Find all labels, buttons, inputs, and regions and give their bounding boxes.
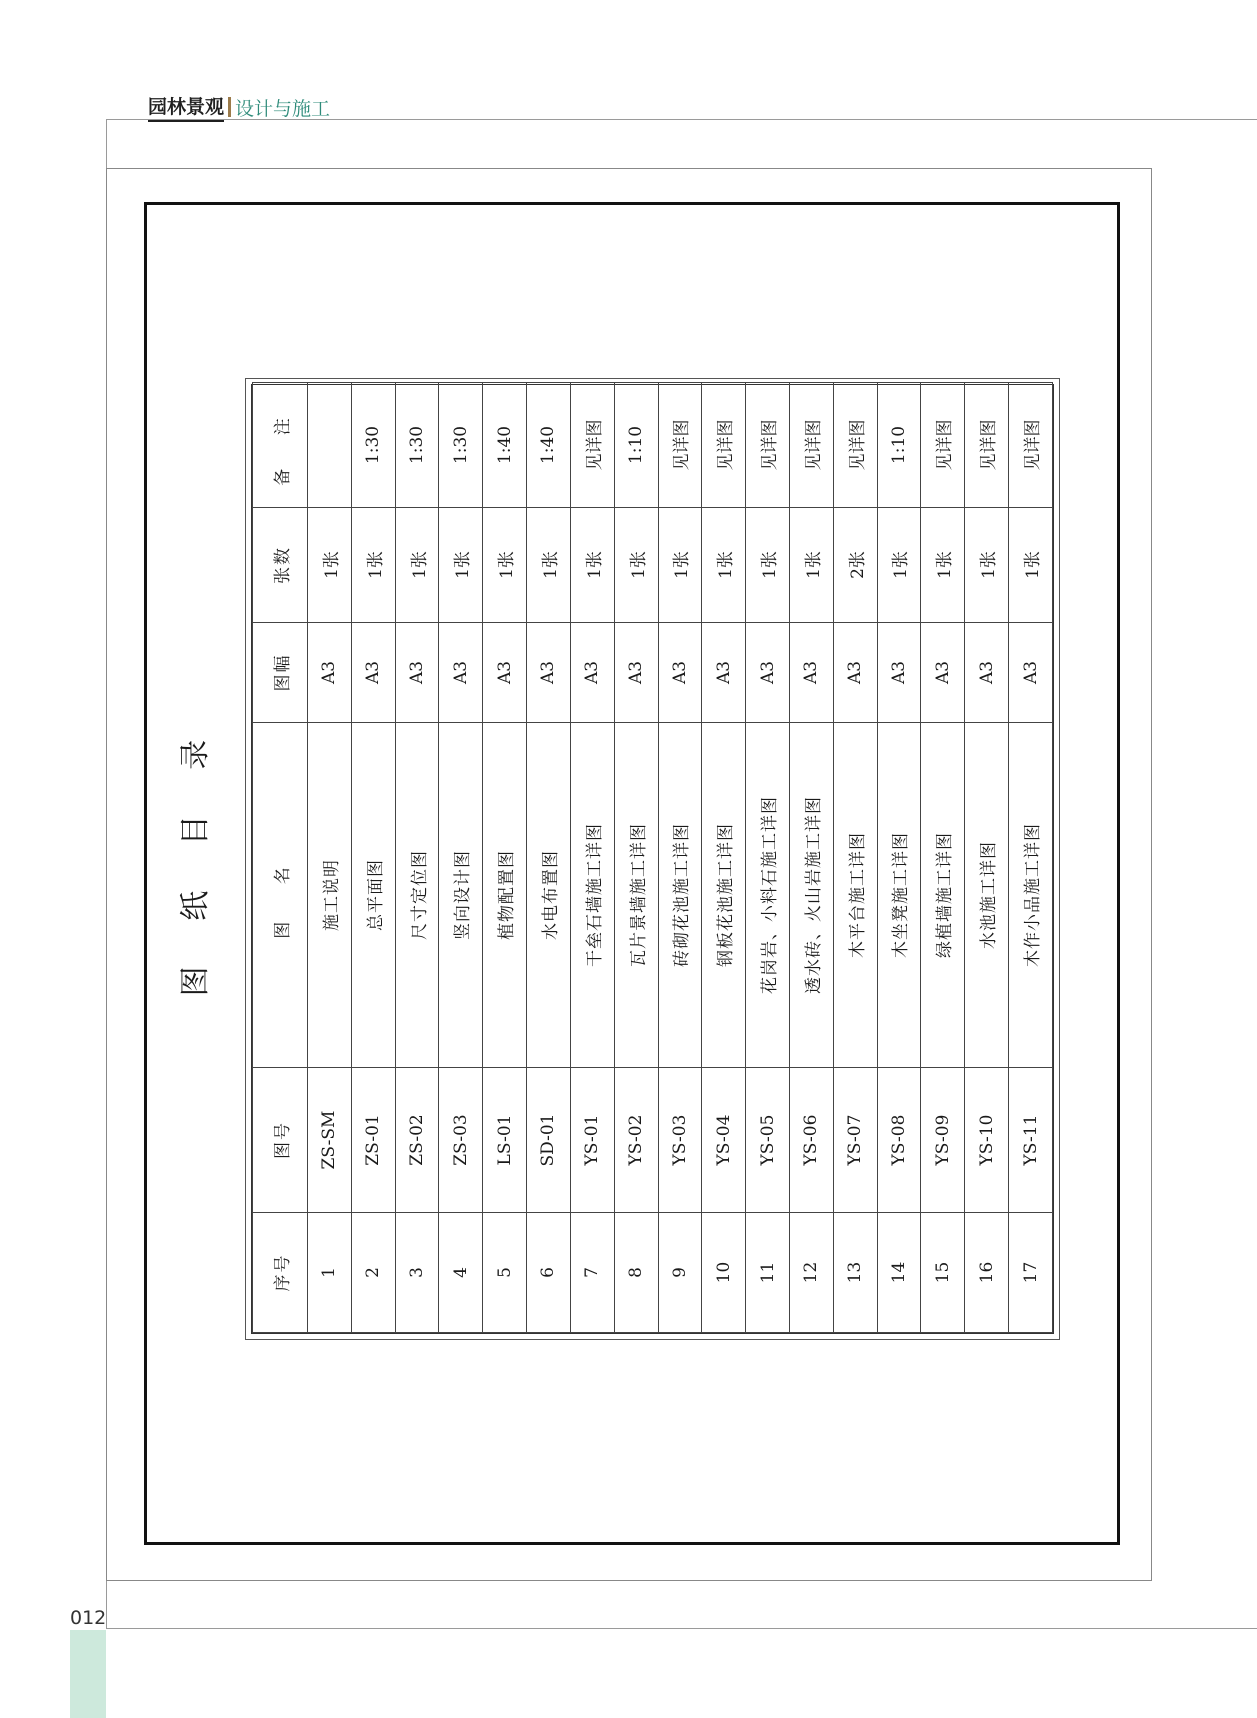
table-row (877, 383, 921, 1333)
section-title: 设计与施工 (235, 97, 331, 120)
cell-remarks: 见详图 (789, 383, 833, 508)
drawing-index-table (252, 382, 1053, 1333)
cell-drawing-no: YS-03 (658, 1068, 702, 1213)
cell-drawing-no: YS-01 (570, 1068, 614, 1213)
cell-seq: 6 (527, 1213, 571, 1333)
cell-drawing-name: 花岗岩、小料石施工详图 (746, 723, 790, 1068)
cell-drawing-name: 施工说明 (308, 723, 352, 1068)
cell-sheet-size: A3 (308, 623, 352, 723)
table-row (965, 383, 1009, 1333)
cell-sheet-count: 1张 (527, 508, 571, 623)
cell-sheet-count: 1张 (395, 508, 439, 623)
cell-sheet-size: A3 (439, 623, 483, 723)
cell-drawing-no: ZS-01 (351, 1068, 395, 1213)
cell-seq: 3 (395, 1213, 439, 1333)
cell-remarks: 1:40 (527, 383, 571, 508)
col-header-drawing-no: 图号 (253, 1068, 308, 1213)
cell-drawing-no: YS-05 (746, 1068, 790, 1213)
cell-sheet-count: 1张 (483, 508, 527, 623)
cell-seq: 10 (702, 1213, 746, 1333)
page-tab (70, 1630, 106, 1718)
col-header-seq: 序号 (253, 1213, 308, 1333)
page-number: 012 (70, 1607, 107, 1629)
cell-drawing-name: 尺寸定位图 (395, 723, 439, 1068)
top-rule (106, 119, 1257, 120)
cell-remarks (308, 383, 352, 508)
cell-drawing-name: 干垒石墙施工详图 (570, 723, 614, 1068)
col-header-drawing-name: 图 名 (253, 723, 308, 1068)
table-row (658, 383, 702, 1333)
table-row (439, 383, 483, 1333)
cell-sheet-size: A3 (965, 623, 1009, 723)
table-row (395, 383, 439, 1333)
cell-remarks: 1:30 (439, 383, 483, 508)
cell-sheet-size: A3 (527, 623, 571, 723)
cell-sheet-count: 1张 (877, 508, 921, 623)
cell-sheet-count: 1张 (308, 508, 352, 623)
cell-drawing-name: 水池施工详图 (965, 723, 1009, 1068)
cell-sheet-size: A3 (658, 623, 702, 723)
col-header-sheet-count: 张数 (253, 508, 308, 623)
cell-drawing-name: 木平台施工详图 (833, 723, 877, 1068)
cell-sheet-size: A3 (746, 623, 790, 723)
table-row (1009, 383, 1053, 1333)
cell-sheet-count: 1张 (702, 508, 746, 623)
cell-sheet-count: 1张 (570, 508, 614, 623)
table-row (702, 383, 746, 1333)
cell-sheet-size: A3 (702, 623, 746, 723)
bottom-rule (106, 1628, 1257, 1629)
cell-seq: 12 (789, 1213, 833, 1333)
drawing-title: 图 纸 目 录 (178, 721, 213, 997)
cell-remarks: 见详图 (833, 383, 877, 508)
cell-remarks: 1:10 (614, 383, 658, 508)
cell-drawing-name: 砖砌花池施工详图 (658, 723, 702, 1068)
cell-sheet-size: A3 (614, 623, 658, 723)
cell-sheet-count: 1张 (921, 508, 965, 623)
cell-drawing-no: ZS-SM (308, 1068, 352, 1213)
cell-drawing-no: YS-11 (1009, 1068, 1053, 1213)
cell-remarks: 1:30 (351, 383, 395, 508)
cell-drawing-name: 水电布置图 (527, 723, 571, 1068)
table-row (789, 383, 833, 1333)
cell-drawing-no: YS-02 (614, 1068, 658, 1213)
cell-seq: 8 (614, 1213, 658, 1333)
cell-sheet-count: 2张 (833, 508, 877, 623)
cell-seq: 13 (833, 1213, 877, 1333)
cell-remarks: 1:30 (395, 383, 439, 508)
col-header-remarks: 备 注 (253, 383, 308, 508)
table-row (570, 383, 614, 1333)
cell-sheet-size: A3 (483, 623, 527, 723)
cell-sheet-count: 1张 (439, 508, 483, 623)
drawing-index-frame (245, 378, 1060, 1340)
table-row (527, 383, 571, 1333)
book-header (148, 92, 330, 122)
cell-remarks: 见详图 (965, 383, 1009, 508)
cell-drawing-name: 总平面图 (351, 723, 395, 1068)
cell-sheet-count: 1张 (965, 508, 1009, 623)
cell-remarks: 1:40 (483, 383, 527, 508)
cell-drawing-no: YS-07 (833, 1068, 877, 1213)
table-row (921, 383, 965, 1333)
cell-drawing-name: 瓦片景墙施工详图 (614, 723, 658, 1068)
table-row (308, 383, 352, 1333)
cell-remarks: 见详图 (570, 383, 614, 508)
cell-remarks: 1:10 (877, 383, 921, 508)
cell-seq: 15 (921, 1213, 965, 1333)
drawing-sheet (170, 378, 1060, 1340)
cell-drawing-no: YS-04 (702, 1068, 746, 1213)
table-row (746, 383, 790, 1333)
cell-seq: 2 (351, 1213, 395, 1333)
cell-sheet-count: 1张 (658, 508, 702, 623)
cell-sheet-size: A3 (395, 623, 439, 723)
cell-seq: 5 (483, 1213, 527, 1333)
cell-seq: 1 (308, 1213, 352, 1333)
cell-sheet-size: A3 (1009, 623, 1053, 723)
cell-sheet-size: A3 (877, 623, 921, 723)
cell-remarks: 见详图 (921, 383, 965, 508)
cell-sheet-size: A3 (921, 623, 965, 723)
cell-sheet-count: 1张 (614, 508, 658, 623)
cell-drawing-no: LS-01 (483, 1068, 527, 1213)
cell-seq: 4 (439, 1213, 483, 1333)
cell-sheet-size: A3 (351, 623, 395, 723)
cell-drawing-name: 木作小品施工详图 (1009, 723, 1053, 1068)
cell-drawing-no: SD-01 (527, 1068, 571, 1213)
cell-sheet-size: A3 (789, 623, 833, 723)
col-header-sheet-size: 图幅 (253, 623, 308, 723)
table-row (833, 383, 877, 1333)
table-row (614, 383, 658, 1333)
header-separator (228, 97, 231, 117)
cell-drawing-no: YS-09 (921, 1068, 965, 1213)
cell-seq: 14 (877, 1213, 921, 1333)
cell-remarks: 见详图 (1009, 383, 1053, 508)
cell-drawing-no: ZS-02 (395, 1068, 439, 1213)
cell-drawing-no: YS-10 (965, 1068, 1009, 1213)
cell-drawing-name: 竖向设计图 (439, 723, 483, 1068)
cell-drawing-name: 钢板花池施工详图 (702, 723, 746, 1068)
cell-sheet-count: 1张 (746, 508, 790, 623)
cell-seq: 9 (658, 1213, 702, 1333)
book-title: 园林景观 (148, 92, 224, 122)
cell-remarks: 见详图 (746, 383, 790, 508)
table-row (483, 383, 527, 1333)
cell-remarks: 见详图 (658, 383, 702, 508)
cell-sheet-size: A3 (833, 623, 877, 723)
cell-seq: 7 (570, 1213, 614, 1333)
table-row (351, 383, 395, 1333)
cell-drawing-no: YS-06 (789, 1068, 833, 1213)
cell-drawing-name: 透水砖、火山岩施工详图 (789, 723, 833, 1068)
cell-seq: 17 (1009, 1213, 1053, 1333)
cell-drawing-name: 木坐凳施工详图 (877, 723, 921, 1068)
cell-drawing-name: 绿植墙施工详图 (921, 723, 965, 1068)
cell-remarks: 见详图 (702, 383, 746, 508)
cell-seq: 16 (965, 1213, 1009, 1333)
cell-sheet-count: 1张 (1009, 508, 1053, 623)
cell-sheet-count: 1张 (789, 508, 833, 623)
cell-drawing-no: ZS-03 (439, 1068, 483, 1213)
cell-seq: 11 (746, 1213, 790, 1333)
cell-drawing-no: YS-08 (877, 1068, 921, 1213)
cell-sheet-count: 1张 (351, 508, 395, 623)
cell-drawing-name: 植物配置图 (483, 723, 527, 1068)
cell-sheet-size: A3 (570, 623, 614, 723)
